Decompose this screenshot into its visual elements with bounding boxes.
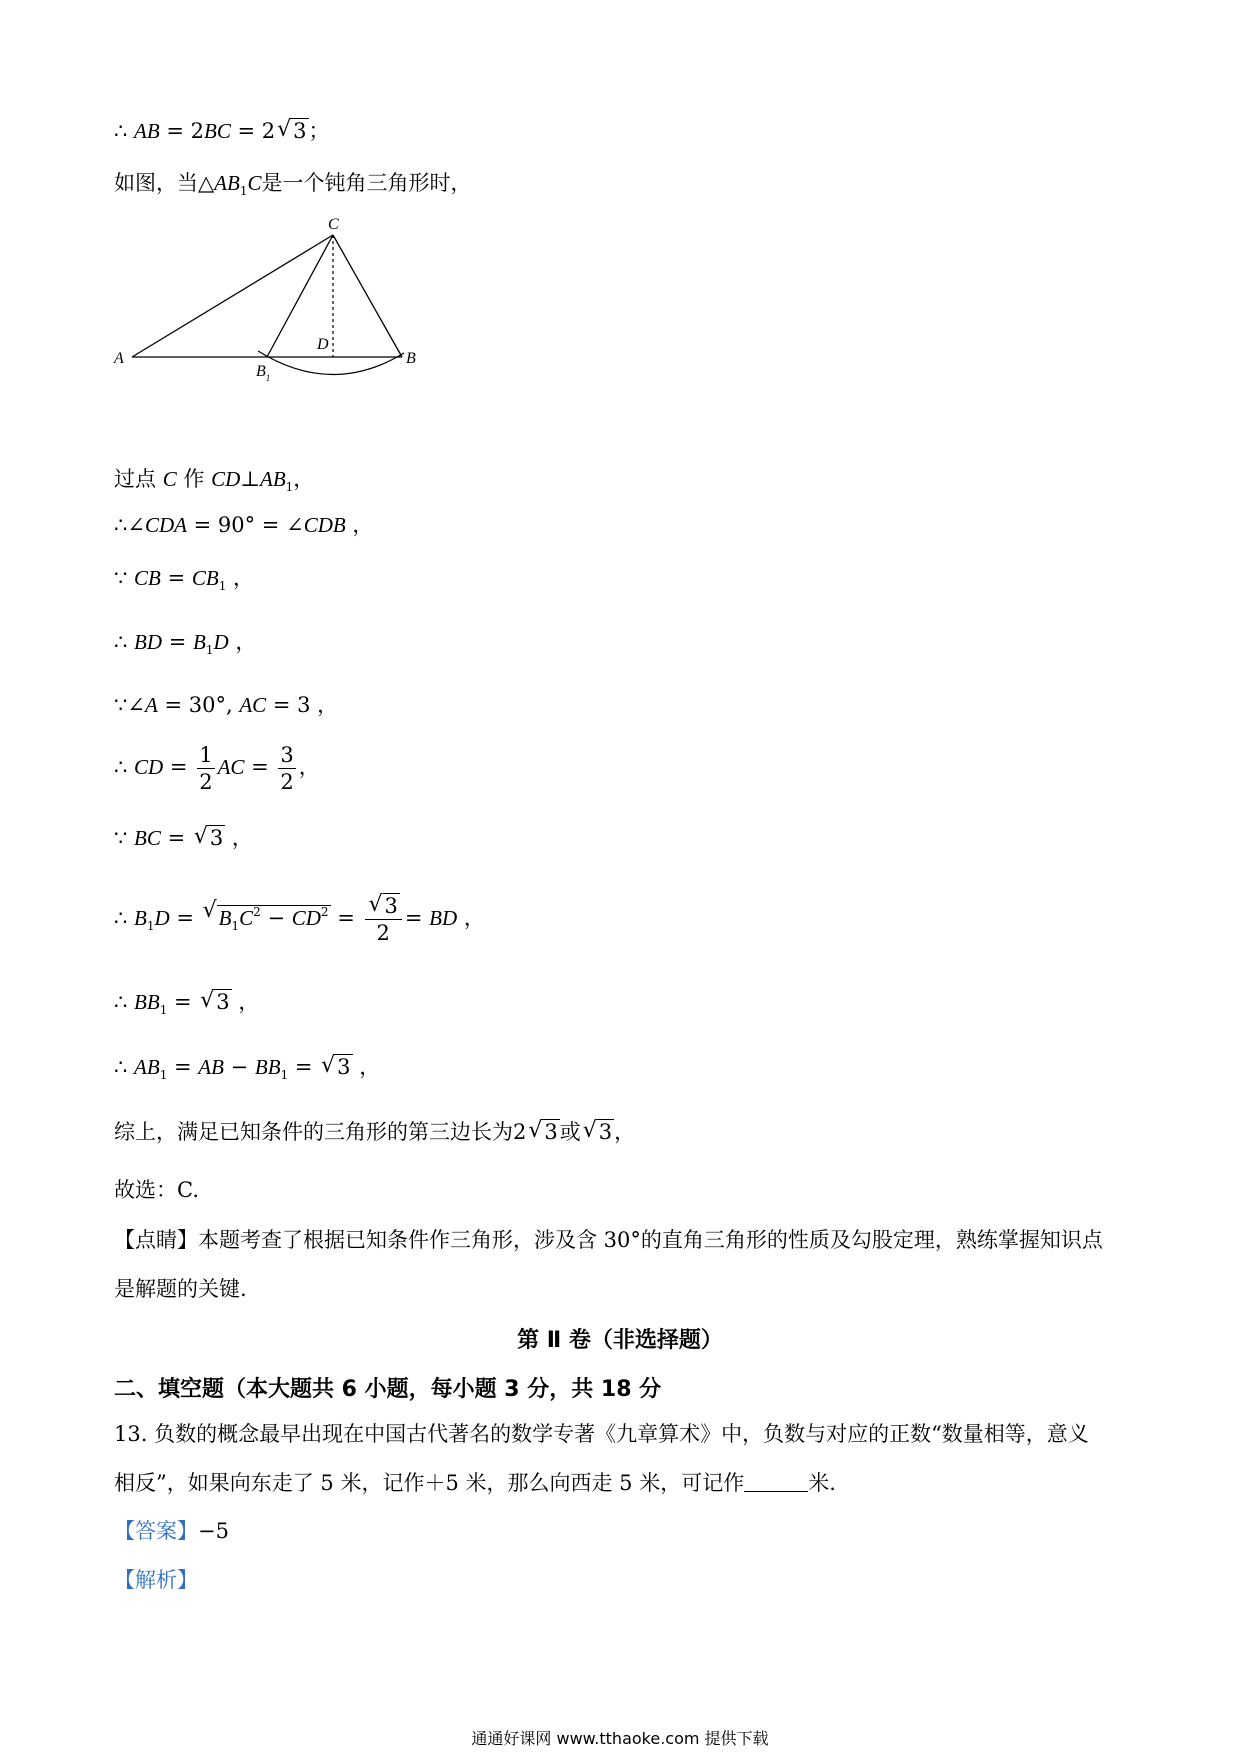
proof-line-ab: ∴ AB = 2BC = 2√ 3； [114, 116, 330, 146]
answer-choice: 故选：C. [114, 1178, 199, 1202]
label-a: A [114, 350, 124, 367]
question-13-line-1: 13. 负数的概念最早出现在中国古代著名的数学专著《九章算术》中，负数与对应的正数“数量相等，意义 [114, 1422, 1089, 1446]
label-b: B [406, 350, 416, 367]
analysis-label: 【解析】 [114, 1568, 198, 1592]
proof-line-bc-value: ∵ BC = √ 3 ， [114, 823, 253, 853]
proof-line-bd-eq: ∴ BD = $B_1D$ ， [114, 630, 257, 657]
segment-cb [333, 235, 402, 357]
proof-line-right-angles: ∴∠CDA = 90° = ∠CDB ， [114, 513, 374, 537]
arc-b1-b [258, 351, 404, 375]
comment-line-2: 是解题的关键. [114, 1277, 247, 1301]
answer-value: −5 [198, 1519, 229, 1543]
triangle-diagram [100, 215, 440, 385]
proof-line-ab1-value: ∴ $AB_1$ = AB − $BB_1$ = √ 3 ， [114, 1052, 380, 1090]
question-13-line-2: 相反”，如果向东走了 5 米，记作＋5 米，那么向西走 5 米，可记作 米. [114, 1471, 836, 1495]
footer-credit: 通通好课网 www.tthaoke.com 提供下载 [471, 1729, 769, 1748]
section-title: 二、填空题（本大题共 6 小题，每小题 3 分，共 18 分 [114, 1377, 662, 1402]
proof-line-given: ∵∠A = 30°, AC = 3 ， [114, 693, 339, 717]
proof-line-obtuse-case: 如图，当$\triangle AB_1C$是一个钝角三角形时， [114, 171, 472, 198]
proof-line-b1d-value: ∴ $B_1D$ = √ $B_1C^2 - CD^2$ = √ $\frac{3}{2}$ = BD ， [114, 893, 485, 946]
proof-line-cb-eq: ∵ CB = $CB_1$ ， [114, 566, 255, 593]
label-c: C [328, 216, 339, 233]
proof-line-draw-cd: 过点 C 作 $CD\perp AB_1$， [114, 467, 315, 494]
segment-ac [132, 235, 333, 357]
comment-line-1: 【点睛】本题考查了根据已知条件作三角形，涉及含 30°的直角三角形的性质及勾股定理，熟练掌握知识点 [114, 1228, 1103, 1252]
label-b1: $B_1$ [256, 363, 271, 383]
proof-line-bb1-value: ∴ $BB_1$ = √ 3 ， [114, 987, 259, 1025]
label-d: D [317, 336, 329, 353]
part-title: 第 Ⅱ 卷（非选择题） [517, 1328, 723, 1353]
answer-line [114, 1516, 229, 1546]
proof-line-conclusion: 综上，满足已知条件的三角形的第三边长为2√ 3或√ 3， [114, 1117, 635, 1147]
answer-blank [744, 1491, 808, 1492]
proof-line-cd-value: ∴ CD = $\frac{1}{2}$ AC = $\frac{3}{2}$ ， [114, 743, 320, 794]
answer-label: 【答案】 [114, 1519, 198, 1543]
